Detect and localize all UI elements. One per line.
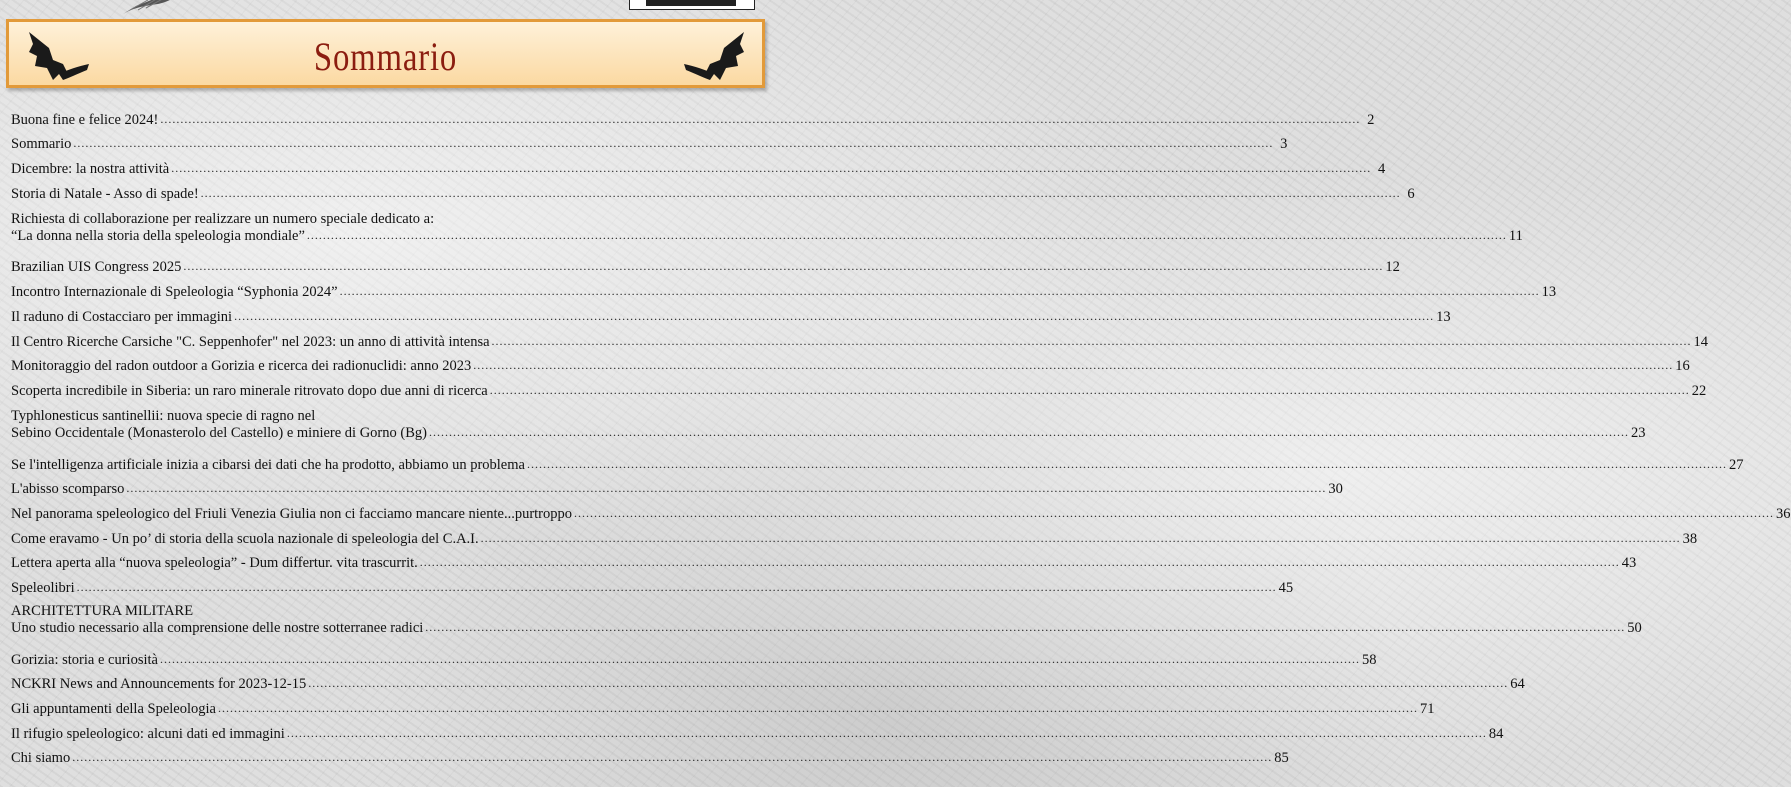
toc-entry-title: Nel panorama speleologico del Friuli Venezia Giulia non ci facciamo mancare niente...purtroppo (11, 505, 573, 522)
toc-entry-title: L'abisso scomparso (11, 481, 125, 498)
toc-entry[interactable] (11, 301, 1451, 326)
toc-entry[interactable] (11, 449, 1744, 474)
toc-entry-title: Monitoraggio del radon outdoor a Gorizia e ricerca dei radionuclidi: anno 2023 (11, 358, 472, 375)
toc-entry-title: Brazilian UIS Congress 2025 (11, 259, 182, 276)
toc-entry[interactable] (11, 326, 1709, 351)
toc-entry-page: 3 (1280, 136, 1288, 153)
toc-entry-page: 36 (1776, 505, 1791, 522)
toc-entry-page: 45 (1278, 580, 1294, 596)
toc-entry-title: Gli appuntamenti della Speleologia (11, 701, 216, 718)
toc-entry-page: 4 (1377, 161, 1386, 178)
dot-leader: ............................................................................................................................................................................................................................................................................................................ (574, 505, 1775, 520)
toc-entry-page: 12 (1385, 259, 1400, 276)
toc-entry-page: 84 (1488, 725, 1504, 742)
dot-leader: ............................................................................................................................................................................................................................................................................................................ (473, 358, 1674, 373)
dot-leader: ............................................................................................................................................................................................................................................................................................................ (72, 750, 1273, 765)
page-title: Sommario (313, 34, 458, 79)
table-of-contents (11, 104, 1791, 767)
toc-entry-title: Sommario (11, 136, 72, 153)
toc-entry-page: 58 (1361, 651, 1377, 668)
toc-entry-page: 22 (1691, 382, 1707, 399)
dot-leader: ............................................................................................................................................................................................................................................................................................................ (425, 620, 1626, 634)
dot-leader: ............................................................................................................................................................................................................................................................................................................ (419, 555, 1620, 570)
toc-entry[interactable] (11, 603, 1642, 637)
toc-entry-page: 30 (1328, 481, 1343, 498)
toc-entry-title: Dicembre: la nostra attività (11, 161, 170, 178)
dot-leader: ............................................................................................................................................................................................................................................................................................................ (73, 136, 1274, 151)
toc-entry[interactable] (11, 548, 1637, 573)
toc-entry[interactable] (11, 252, 1400, 277)
toc-entry-title: NCKRI News and Announcements for 2023-12-15 (11, 676, 307, 693)
toc-entry[interactable] (11, 104, 1375, 129)
dot-leader: ............................................................................................................................................................................................................................................................................................................ (339, 284, 1540, 299)
toc-entry[interactable] (11, 644, 1377, 669)
toc-entry-page: 64 (1510, 676, 1525, 693)
toc-entry-title: Buona fine e felice 2024! (11, 111, 159, 128)
dot-leader: ............................................................................................................................................................................................................................................................................................................ (217, 701, 1418, 716)
toc-entry[interactable] (11, 572, 1294, 597)
toc-entry[interactable] (11, 351, 1690, 376)
toc-entry[interactable] (11, 129, 1288, 154)
dot-leader: ............................................................................................................................................................................................................................................................................................................ (234, 308, 1435, 323)
toc-entry-title: Lettera aperta alla “nuova speleologia” - Dum differtur. vita trascurrit. (11, 555, 418, 572)
toc-entry-title: Incontro Internazionale di Speleologia “Syphonia 2024” (11, 284, 338, 301)
toc-entry-page: 13 (1436, 308, 1451, 325)
dot-leader: ............................................................................................................................................................................................................................................................................................................ (491, 333, 1692, 348)
toc-entry[interactable] (11, 669, 1525, 694)
toc-entry-title: Come eravamo - Un po’ di storia della scuola nazionale di speleologia del C.A.I. (11, 530, 479, 547)
toc-entry-page: 14 (1693, 333, 1709, 350)
bat-icon (680, 30, 750, 86)
dot-leader: ............................................................................................................................................................................................................................................................................................................ (183, 259, 1384, 274)
toc-entry-page: 71 (1419, 701, 1435, 718)
toc-entry-title: Uno studio necessario alla comprensione delle nostre sotterranee radici (11, 620, 424, 636)
logo-fragment (629, 0, 755, 10)
dot-leader: ............................................................................................................................................................................................................................................................................................................ (480, 530, 1681, 545)
toc-entry[interactable] (11, 276, 1557, 301)
toc-entry-title: Se l'intelligenza artificiale inizia a cibarsi dei dati che ha prodotto, abbiamo un problema (11, 456, 525, 473)
toc-entry-heading: Typhlonesticus santinellii: nuova specie di ragno nel (11, 407, 316, 424)
toc-entry[interactable] (11, 523, 1698, 548)
dot-leader: ............................................................................................................................................................................................................................................................................................................ (489, 382, 1690, 397)
toc-entry[interactable] (11, 375, 1707, 400)
toc-entry-title: Chi siamo (11, 750, 71, 767)
dot-leader: ............................................................................................................................................................................................................................................................................................................ (126, 481, 1327, 496)
toc-entry[interactable] (11, 474, 1343, 499)
dot-leader: ............................................................................................................................................................................................................................................................................................................ (76, 580, 1277, 594)
toc-entry[interactable] (11, 210, 1523, 245)
toc-entry-title: Scoperta incredibile in Siberia: un raro minerale ritrovato dopo due anni di ricerca (11, 382, 488, 399)
dot-leader: ............................................................................................................................................................................................................................................................................................................ (160, 111, 1361, 126)
bird-wing-fragment-icon (118, 0, 188, 16)
toc-entry-title: Il Centro Ricerche Carsiche "C. Seppenhofer" nel 2023: un anno di attività intensa (11, 333, 490, 350)
toc-entry-page: 16 (1675, 358, 1690, 375)
toc-entry-page: 13 (1541, 284, 1557, 301)
toc-entry[interactable] (11, 153, 1386, 178)
toc-entry-title: Storia di Natale - Asso di spade! (11, 185, 199, 202)
toc-entry[interactable] (11, 743, 1289, 768)
toc-entry-page: 43 (1621, 555, 1637, 572)
toc-entry-page: 85 (1274, 750, 1289, 767)
toc-entry-heading: ARCHITETTURA MILITARE (11, 603, 194, 619)
dot-leader: ............................................................................................................................................................................................................................................................................................................ (306, 227, 1507, 242)
toc-entry-title: “La donna nella storia della speleologia mondiale” (11, 227, 305, 244)
toc-entry-title: Speleolibri (11, 580, 75, 596)
toc-entry[interactable] (11, 407, 1646, 442)
toc-entry[interactable] (11, 498, 1791, 523)
toc-entry[interactable] (11, 178, 1415, 203)
dot-leader: ............................................................................................................................................................................................................................................................................................................ (526, 456, 1727, 471)
toc-entry-title: Sebino Occidentale (Monasterolo del Castello) e miniere di Gorno (Bg) (11, 424, 427, 441)
dot-leader: ............................................................................................................................................................................................................................................................................................................ (308, 676, 1509, 691)
toc-entry-page: 11 (1508, 227, 1523, 244)
toc-entry-page: 6 (1407, 185, 1415, 202)
toc-entry-page: 27 (1728, 456, 1744, 473)
toc-entry-heading: Richiesta di collaborazione per realizzare un numero speciale dedicato a: (11, 210, 435, 227)
toc-entry[interactable] (11, 718, 1504, 743)
toc-entry-page: 23 (1630, 424, 1646, 441)
toc-entry[interactable] (11, 693, 1435, 718)
toc-entry-page: 38 (1682, 530, 1698, 547)
toc-entry-page: 50 (1627, 620, 1642, 636)
toc-entry-title: Il rifugio speleologico: alcuni dati ed immagini (11, 725, 285, 742)
toc-entry-title: Gorizia: storia e curiosità (11, 651, 158, 668)
header-banner (6, 19, 765, 88)
dot-leader: ............................................................................................................................................................................................................................................................................................................ (286, 725, 1487, 740)
dot-leader: ............................................................................................................................................................................................................................................................................................................ (428, 424, 1629, 439)
dot-leader: ............................................................................................................................................................................................................................................................................................................ (200, 185, 1401, 200)
toc-entry-page: 2 (1367, 111, 1375, 128)
dot-leader: ............................................................................................................................................................................................................................................................................................................ (171, 161, 1372, 176)
dot-leader: ............................................................................................................................................................................................................................................................................................................ (159, 651, 1360, 666)
toc-entry-title: Il raduno di Costacciaro per immagini (11, 308, 233, 325)
